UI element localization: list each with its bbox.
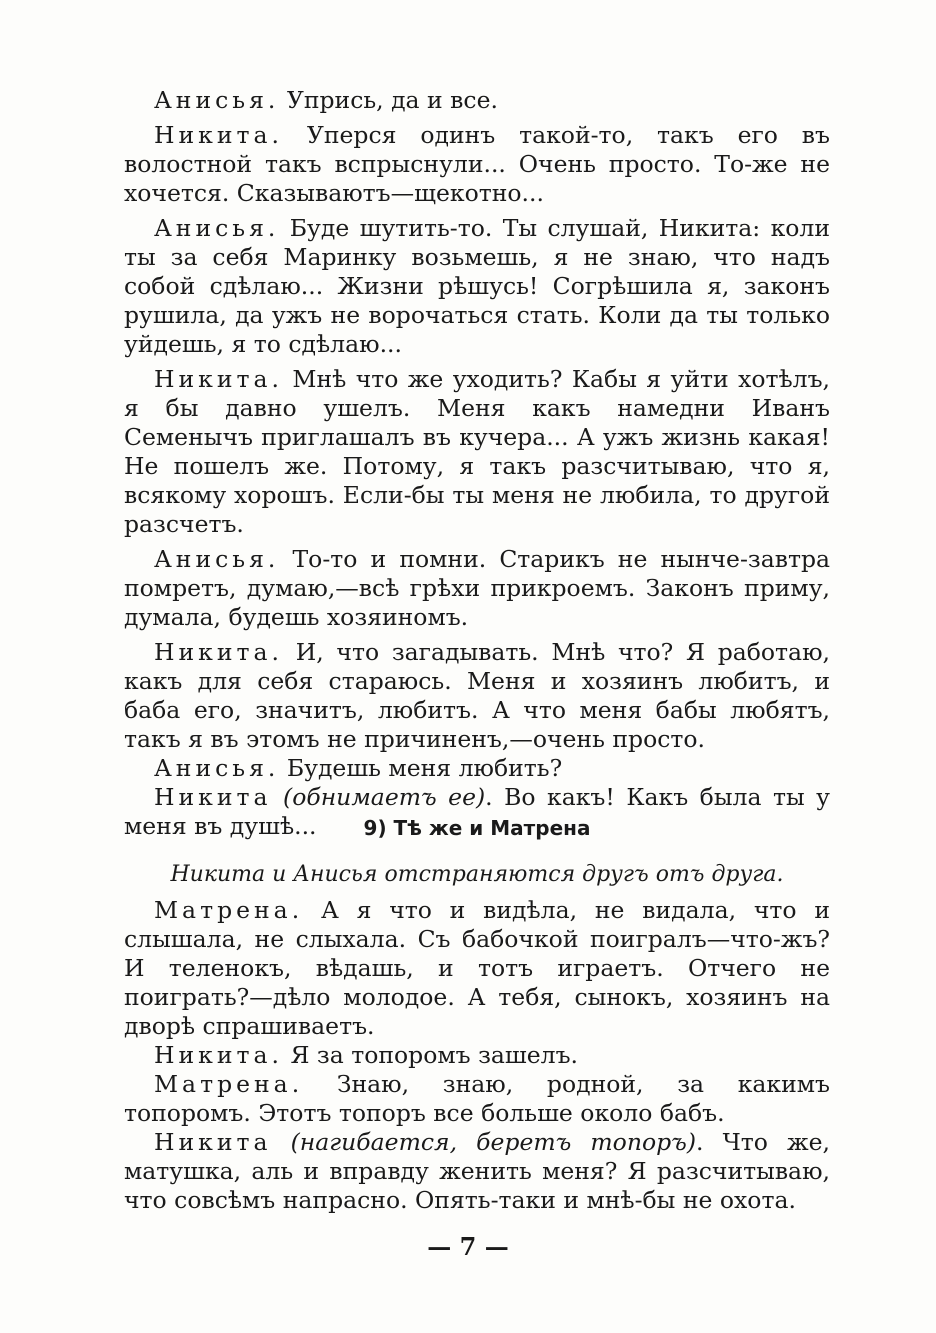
dialogue-paragraph [124,1128,830,1215]
speaker-name: Никита. [154,365,283,393]
scene-heading: 9) Тѣ же и Матрена [363,816,591,840]
speech-text: Мнѣ что же уходить? Кабы я уйти хотѣлъ, я бы давно ушелъ. Меня какъ намедни Иванъ Семенычъ приглашалъ въ кучера... А ужъ жизнь какая! Не пошелъ же. Потому, я такъ разсчитываю, что я, всякому хорошъ. Если-бы ты меня не любила, то другой разсчетъ. [124,365,830,538]
speaker-name: Никита. [154,121,283,149]
stage-note: (нагибается, беретъ топоръ) [290,1128,696,1156]
speech-text: Буде шутить-то. Ты слушай, Никита: коли ты за себя Маринку возьмешь, я не знаю, что надъ собой сдѣлаю... Жизни рѣшусь! Согрѣшила я, законъ рушила, да ужъ не ворочаться стать. Коли да ты только уйдешь, я то сдѣлаю... [124,214,830,358]
stage-direction: Никита и Анисья отстраняются другъ отъ друга. [170,862,784,887]
speaker-name: Никита [154,1128,272,1156]
dialogue-paragraph [124,1041,830,1070]
speaker-name: Анисья. [154,754,280,782]
speech-text: И, что загадывать. Мнѣ что? Я работаю, какъ для себя стараюсь. Меня и хозяинъ любитъ, и баба его, значитъ, любитъ. А что меня бабы любятъ, такъ я въ этомъ не причиненъ,—очень просто. [124,638,830,753]
dialogue-paragraph [124,214,830,359]
page-number: — 7 — [427,1232,509,1261]
dialogue-paragraph [124,365,830,539]
dialogue-paragraph [124,121,830,208]
speaker-name: Матрена. [154,896,304,924]
speech-text: Знаю, знаю, родной, за какимъ топоромъ. Этотъ топоръ все больше около бабъ. [124,1070,830,1127]
speech-text: Упрись, да и все. [279,86,498,114]
speech-text: А я что и видѣла, не видала, что и слышала, не слыхала. Съ бабочкой поигралъ—что-жъ? И теленокъ, вѣдашь, и тотъ играетъ. Отчего не поиграть?—дѣло молодое. А тебя, сынокъ, хозяинъ на дворѣ спрашиваетъ. [124,896,830,1040]
stage-note: (обнимаетъ ее) [283,783,486,811]
speaker-name: Матрена. [154,1070,304,1098]
dialogue-paragraph [124,896,830,1041]
dialogue-paragraph [124,545,830,632]
speech-text: Будешь меня любить? [279,754,563,782]
speaker-name: Анисья. [154,545,280,573]
speaker-name: Никита. [154,638,283,666]
dialogue-paragraph [124,638,830,754]
dialogue-bottom [124,896,830,1215]
speaker-name: Анисья. [154,86,280,114]
speech-text: Я за топоромъ зашелъ. [283,1041,579,1069]
dialogue-paragraph [124,86,830,115]
speaker-name: Никита. [154,1041,283,1069]
speech-text: Уперся одинъ такой-то, такъ его въ волостной такъ вспрыснули... Очень просто. То-же не хочется. Сказываютъ—щекотно... [124,121,830,207]
speech-text: . Что же, матушка, аль и вправду женить меня? Я разсчитываю, что совсѣмъ напрасно. Опять-таки и мнѣ-бы не охота. [124,1128,830,1214]
dialogue-paragraph [124,1070,830,1128]
speaker-name: Никита [154,783,272,811]
dialogue-paragraph [124,754,830,783]
dialogue-top [124,86,830,841]
speech-text: То-то и помни. Старикъ не нынче-завтра помретъ, думаю,—всѣ грѣхи прикроемъ. Законъ приму, думала, будешь хозяиномъ. [124,545,830,631]
speaker-name: Анисья. [154,214,280,242]
speech-text: . Во какъ! Какъ была ты у меня въ душѣ... [124,783,830,840]
